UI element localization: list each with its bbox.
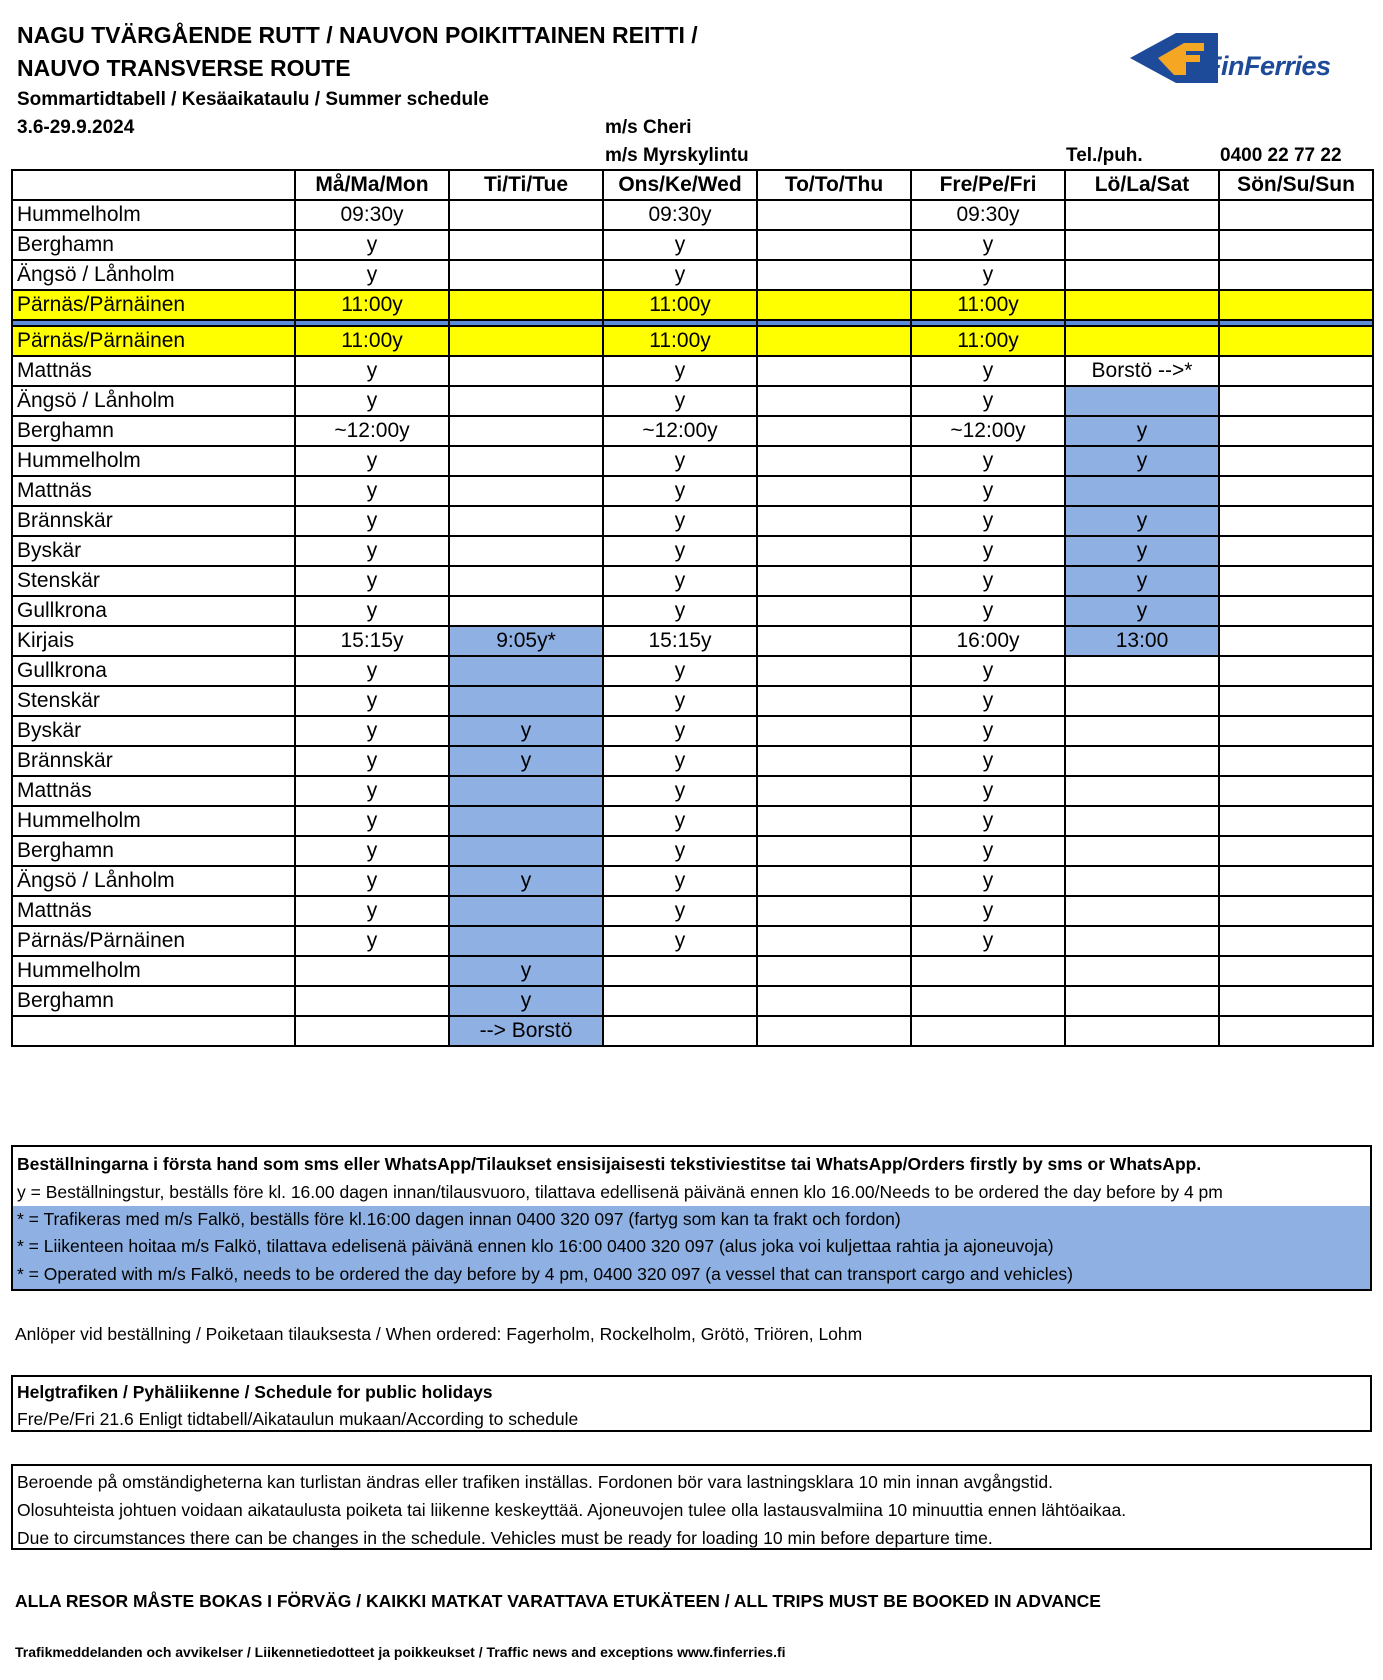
departure-cell — [295, 956, 449, 986]
departure-cell: 09:30y — [603, 200, 757, 230]
schedule-row — [12, 356, 1373, 386]
footer-traffic-news-link[interactable]: Trafikmeddelanden och avvikelser / Liikennetiedotteet ja poikkeukset / Traffic news and exceptions www.finferries.fi — [15, 1644, 786, 1660]
departure-cell — [1219, 986, 1373, 1016]
departure-cell: y — [603, 566, 757, 596]
departure-cell — [603, 986, 757, 1016]
departure-cell: y — [449, 746, 603, 776]
departure-cell: y — [295, 356, 449, 386]
departure-cell — [1065, 866, 1219, 896]
departure-cell: y — [911, 716, 1065, 746]
departure-cell — [449, 536, 603, 566]
schedule-row — [12, 686, 1373, 716]
stop-name: Mattnäs — [12, 356, 295, 386]
departure-cell — [449, 836, 603, 866]
departure-cell — [757, 626, 911, 656]
departure-cell: 16:00y — [911, 626, 1065, 656]
schedule-row — [12, 836, 1373, 866]
departure-cell: y — [1065, 596, 1219, 626]
departure-cell — [757, 896, 911, 926]
departure-cell — [1065, 230, 1219, 260]
departure-cell — [1219, 506, 1373, 536]
departure-cell — [449, 386, 603, 416]
departure-cell: 11:00y — [911, 290, 1065, 320]
departure-cell: y — [449, 956, 603, 986]
departure-cell — [1219, 806, 1373, 836]
departure-cell: y — [911, 230, 1065, 260]
departure-cell — [757, 476, 911, 506]
departure-cell: y — [295, 386, 449, 416]
departure-cell — [449, 476, 603, 506]
schedule-row — [12, 956, 1373, 986]
departure-cell — [757, 806, 911, 836]
departure-cell — [757, 716, 911, 746]
day-header: Sön/Su/Sun — [1219, 170, 1373, 200]
departure-cell — [1065, 926, 1219, 956]
page-title-line2: NAUVO TRANSVERSE ROUTE — [17, 55, 351, 81]
departure-cell — [603, 956, 757, 986]
departure-cell — [1219, 626, 1373, 656]
departure-cell: y — [295, 230, 449, 260]
schedule-row — [12, 446, 1373, 476]
schedule-row — [12, 566, 1373, 596]
departure-cell: y — [911, 836, 1065, 866]
departure-cell — [757, 536, 911, 566]
departure-cell: y — [603, 776, 757, 806]
departure-cell — [757, 260, 911, 290]
departure-cell: y — [603, 806, 757, 836]
departure-cell: y — [1065, 566, 1219, 596]
departure-cell — [1219, 230, 1373, 260]
order-rule-note: y = Beställningstur, beställs före kl. 16.00 dagen innan/tilausvuoro, tilattava edellisenä päivänä ennen klo 16.00/Needs to be ordered the day before by 4 pm — [17, 1182, 1223, 1202]
day-header-row — [12, 170, 1373, 200]
departure-cell: 11:00y — [911, 326, 1065, 356]
stop-name: Mattnäs — [12, 476, 295, 506]
departure-cell — [1065, 656, 1219, 686]
departure-cell — [449, 260, 603, 290]
departure-cell: 15:15y — [603, 626, 757, 656]
schedule-row — [12, 290, 1373, 320]
departure-cell — [449, 356, 603, 386]
schedule-row — [12, 200, 1373, 230]
departure-cell — [1219, 200, 1373, 230]
ship-name-2: m/s Myrskylintu — [605, 145, 749, 166]
departure-cell: y — [911, 746, 1065, 776]
stop-name: Stenskär — [12, 566, 295, 596]
departure-cell — [1065, 716, 1219, 746]
departure-cell — [1065, 326, 1219, 356]
stop-name: Berghamn — [12, 986, 295, 1016]
tel-label: Tel./puh. — [1066, 145, 1143, 166]
departure-cell — [1219, 476, 1373, 506]
departure-cell: y — [295, 746, 449, 776]
departure-cell — [757, 776, 911, 806]
stop-name: Ängsö / Lånholm — [12, 866, 295, 896]
departure-cell: y — [295, 926, 449, 956]
departure-cell — [449, 926, 603, 956]
departure-cell — [1219, 416, 1373, 446]
schedule-row — [12, 896, 1373, 926]
departure-cell — [1065, 896, 1219, 926]
departure-cell — [1065, 1016, 1219, 1046]
stop-name: Berghamn — [12, 416, 295, 446]
schedule-subtitle: Sommartidtabell / Kesäaikataulu / Summer schedule — [17, 89, 489, 110]
departure-cell — [1065, 476, 1219, 506]
departure-cell: y — [295, 896, 449, 926]
departure-cell: y — [295, 566, 449, 596]
departure-cell — [757, 200, 911, 230]
schedule-row — [12, 1016, 1373, 1046]
departure-cell — [757, 746, 911, 776]
stop-name: Pärnäs/Pärnäinen — [12, 926, 295, 956]
departure-cell — [1065, 386, 1219, 416]
departure-cell — [1065, 776, 1219, 806]
departure-cell — [757, 926, 911, 956]
disclaimer-en: Due to circumstances there can be changes in the schedule. Vehicles must be ready for loading 10 min before departure time. — [17, 1528, 993, 1548]
disclaimer-sv: Beroende på omständigheterna kan turlistan ändras eller trafiken inställas. Fordonen bör vara lastningsklara 10 min innan avgångstid. — [17, 1472, 1054, 1492]
departure-cell — [449, 566, 603, 596]
stop-header — [12, 170, 295, 200]
departure-cell — [1065, 260, 1219, 290]
departure-cell — [1219, 956, 1373, 986]
stop-name — [12, 1016, 295, 1046]
departure-cell — [1219, 896, 1373, 926]
departure-cell — [757, 866, 911, 896]
departure-cell — [1065, 290, 1219, 320]
stop-name: Brännskär — [12, 746, 295, 776]
departure-cell: ~12:00y — [603, 416, 757, 446]
falko-note-sv: * = Trafikeras med m/s Falkö, beställs före kl.16:00 dagen innan 0400 320 097 (fartyg som kan ta frakt och fordon) — [17, 1209, 901, 1229]
schedule-row — [12, 416, 1373, 446]
departure-cell — [911, 956, 1065, 986]
schedule-row — [12, 776, 1373, 806]
departure-cell: y — [295, 476, 449, 506]
schedule-row — [12, 806, 1373, 836]
departure-cell: y — [911, 926, 1065, 956]
departure-cell: y — [911, 476, 1065, 506]
departure-cell: 11:00y — [295, 326, 449, 356]
departure-cell: y — [911, 776, 1065, 806]
departure-cell: y — [911, 896, 1065, 926]
departure-cell: 15:15y — [295, 626, 449, 656]
departure-cell — [1065, 746, 1219, 776]
departure-cell: y — [603, 716, 757, 746]
departure-cell — [1065, 836, 1219, 866]
departure-cell — [449, 596, 603, 626]
departure-cell — [1219, 656, 1373, 686]
falko-note-fi: * = Liikenteen hoitaa m/s Falkö, tilattava edelisenä päivänä ennen klo 16:00 0400 320 097 (alus joka voi kuljettaa rahtia ja ajoneuvoja) — [17, 1236, 1054, 1256]
departure-cell — [1219, 596, 1373, 626]
departure-cell: y — [603, 230, 757, 260]
departure-cell — [911, 1016, 1065, 1046]
departure-cell: 11:00y — [603, 290, 757, 320]
departure-cell — [1219, 260, 1373, 290]
stop-name: Gullkrona — [12, 656, 295, 686]
departure-cell: y — [295, 686, 449, 716]
departure-cell: y — [1065, 446, 1219, 476]
departure-cell — [757, 230, 911, 260]
departure-cell — [757, 290, 911, 320]
departure-cell: y — [295, 656, 449, 686]
departure-cell — [757, 956, 911, 986]
stop-name: Mattnäs — [12, 896, 295, 926]
schedule-row — [12, 230, 1373, 260]
orders-heading: Beställningarna i första hand som sms eller WhatsApp/Tilaukset ensisijaisesti tekstiviestitse tai WhatsApp/Orders firstly by sms or WhatsApp. — [17, 1154, 1202, 1174]
departure-cell: --> Borstö — [449, 1016, 603, 1046]
falko-note-en: * = Operated with m/s Falkö, needs to be ordered the day before by 4 pm, 0400 320 097 (a vessel that can transport cargo and vehicles) — [17, 1264, 1073, 1284]
departure-cell — [449, 896, 603, 926]
departure-cell: y — [603, 896, 757, 926]
departure-cell: y — [295, 506, 449, 536]
departure-cell: y — [603, 836, 757, 866]
departure-cell — [757, 506, 911, 536]
departure-cell — [449, 446, 603, 476]
schedule-row — [12, 926, 1373, 956]
day-header: Lö/La/Sat — [1065, 170, 1219, 200]
departure-cell: 09:30y — [911, 200, 1065, 230]
departure-cell — [911, 986, 1065, 1016]
schedule-table — [11, 169, 1374, 1047]
departure-cell: y — [911, 566, 1065, 596]
departure-cell: 09:30y — [295, 200, 449, 230]
schedule-row — [12, 476, 1373, 506]
schedule-row — [12, 596, 1373, 626]
departure-cell — [757, 596, 911, 626]
departure-cell — [757, 986, 911, 1016]
schedule-row — [12, 536, 1373, 566]
departure-cell: y — [295, 596, 449, 626]
departure-cell — [449, 290, 603, 320]
departure-cell: y — [603, 386, 757, 416]
departure-cell: y — [603, 656, 757, 686]
departure-cell: y — [603, 476, 757, 506]
stop-name: Ängsö / Lånholm — [12, 386, 295, 416]
departure-cell — [1219, 776, 1373, 806]
day-header: Må/Ma/Mon — [295, 170, 449, 200]
stop-name: Berghamn — [12, 836, 295, 866]
day-header: Fre/Pe/Fri — [911, 170, 1065, 200]
departure-cell: y — [911, 536, 1065, 566]
departure-cell: y — [911, 356, 1065, 386]
departure-cell — [295, 1016, 449, 1046]
departure-cell: y — [603, 596, 757, 626]
departure-cell — [1065, 806, 1219, 836]
departure-cell — [449, 230, 603, 260]
day-header: Ons/Ke/Wed — [603, 170, 757, 200]
departure-cell — [757, 566, 911, 596]
schedule-row — [12, 716, 1373, 746]
schedule-row — [12, 506, 1373, 536]
on-request-stops: Anlöper vid beställning / Poiketaan tilauksesta / When ordered: Fagerholm, Rockelholm, Grötö, Triören, Lohm — [15, 1324, 863, 1344]
departure-cell — [1219, 746, 1373, 776]
departure-cell: y — [603, 356, 757, 386]
schedule-row — [12, 260, 1373, 290]
departure-cell — [1219, 866, 1373, 896]
departure-cell: y — [1065, 506, 1219, 536]
disclaimer-box — [11, 1464, 1372, 1550]
schedule-row — [12, 986, 1373, 1016]
departure-cell — [449, 416, 603, 446]
stop-name: Hummelholm — [12, 200, 295, 230]
departure-cell: y — [911, 656, 1065, 686]
departure-cell: y — [911, 506, 1065, 536]
departure-cell: y — [911, 686, 1065, 716]
departure-cell — [449, 776, 603, 806]
departure-cell: 11:00y — [603, 326, 757, 356]
departure-cell: y — [603, 866, 757, 896]
stop-name: Pärnäs/Pärnäinen — [12, 290, 295, 320]
departure-cell — [1219, 356, 1373, 386]
departure-cell: y — [295, 716, 449, 746]
tel-number: 0400 22 77 22 — [1220, 145, 1342, 166]
departure-cell — [449, 806, 603, 836]
departure-cell: y — [603, 446, 757, 476]
departure-cell — [1065, 956, 1219, 986]
stop-name: Berghamn — [12, 230, 295, 260]
ship-name-1: m/s Cheri — [605, 117, 692, 138]
departure-cell — [449, 656, 603, 686]
departure-cell — [757, 446, 911, 476]
departure-cell: Borstö -->* — [1065, 356, 1219, 386]
departure-cell: y — [603, 926, 757, 956]
departure-cell: y — [449, 866, 603, 896]
schedule-row — [12, 326, 1373, 356]
stop-name: Hummelholm — [12, 956, 295, 986]
stop-name: Mattnäs — [12, 776, 295, 806]
stop-name: Kirjais — [12, 626, 295, 656]
departure-cell: y — [911, 866, 1065, 896]
departure-cell — [1219, 836, 1373, 866]
departure-cell: y — [295, 260, 449, 290]
logo-text: FinFerries — [1205, 51, 1331, 81]
departure-cell — [757, 1016, 911, 1046]
holiday-schedule-box — [11, 1375, 1372, 1432]
departure-cell: y — [1065, 536, 1219, 566]
stop-name: Stenskär — [12, 686, 295, 716]
stop-name: Brännskär — [12, 506, 295, 536]
departure-cell — [1219, 326, 1373, 356]
departure-cell — [757, 416, 911, 446]
departure-cell: y — [603, 260, 757, 290]
departure-cell: y — [449, 986, 603, 1016]
departure-cell — [449, 200, 603, 230]
departure-cell — [449, 506, 603, 536]
departure-cell — [449, 686, 603, 716]
departure-cell: y — [449, 716, 603, 746]
stop-name: Byskär — [12, 716, 295, 746]
stop-name: Hummelholm — [12, 446, 295, 476]
stop-name: Pärnäs/Pärnäinen — [12, 326, 295, 356]
departure-cell — [1219, 926, 1373, 956]
departure-cell — [757, 326, 911, 356]
day-header: To/To/Thu — [757, 170, 911, 200]
stop-name: Ängsö / Lånholm — [12, 260, 295, 290]
departure-cell — [1219, 716, 1373, 746]
departure-cell: y — [295, 536, 449, 566]
holiday-heading: Helgtrafiken / Pyhäliikenne / Schedule for public holidays — [17, 1382, 493, 1402]
schedule-row — [12, 866, 1373, 896]
departure-cell — [757, 656, 911, 686]
schedule-row — [12, 746, 1373, 776]
departure-cell — [603, 1016, 757, 1046]
departure-cell: y — [603, 686, 757, 716]
departure-cell: y — [911, 596, 1065, 626]
page-title-line1: NAGU TVÄRGÅENDE RUTT / NAUVON POIKITTAINEN REITTI / — [17, 22, 698, 48]
departure-cell — [1219, 566, 1373, 596]
stop-name: Byskär — [12, 536, 295, 566]
departure-cell: 13:00 — [1065, 626, 1219, 656]
departure-cell: y — [911, 260, 1065, 290]
departure-cell — [295, 986, 449, 1016]
disclaimer-fi: Olosuhteista johtuen voidaan aikataulusta poiketa tai liikenne keskeyttää. Ajoneuvojen tulee olla lastausvalmiina 10 minuuttia ennen lähtöaikaa. — [17, 1500, 1127, 1520]
departure-cell: 11:00y — [295, 290, 449, 320]
orders-info-box — [11, 1145, 1372, 1291]
departure-cell — [1219, 1016, 1373, 1046]
schedule-row — [12, 386, 1373, 416]
departure-cell: y — [911, 446, 1065, 476]
departure-cell: y — [1065, 416, 1219, 446]
departure-cell — [757, 836, 911, 866]
departure-cell: y — [603, 746, 757, 776]
departure-cell: y — [295, 806, 449, 836]
departure-cell — [1219, 536, 1373, 566]
departure-cell — [1219, 386, 1373, 416]
departure-cell: ~12:00y — [911, 416, 1065, 446]
departure-cell: y — [295, 776, 449, 806]
departure-cell: ~12:00y — [295, 416, 449, 446]
departure-cell: y — [295, 836, 449, 866]
departure-cell: y — [603, 506, 757, 536]
stop-name: Gullkrona — [12, 596, 295, 626]
departure-cell — [757, 386, 911, 416]
day-header: Ti/Ti/Tue — [449, 170, 603, 200]
departure-cell — [1219, 290, 1373, 320]
departure-cell — [449, 326, 603, 356]
departure-cell: y — [911, 806, 1065, 836]
schedule-row — [12, 656, 1373, 686]
departure-cell — [757, 356, 911, 386]
departure-cell — [1065, 986, 1219, 1016]
departure-cell — [757, 686, 911, 716]
stop-name: Hummelholm — [12, 806, 295, 836]
departure-cell — [1065, 200, 1219, 230]
schedule-period: 3.6-29.9.2024 — [17, 117, 135, 138]
schedule-row — [12, 626, 1373, 656]
departure-cell: y — [295, 866, 449, 896]
holiday-line: Fre/Pe/Fri 21.6 Enligt tidtabell/Aikataulun mukaan/According to schedule — [17, 1409, 579, 1429]
departure-cell — [1219, 686, 1373, 716]
departure-cell: y — [603, 536, 757, 566]
departure-cell: y — [911, 386, 1065, 416]
booking-notice: ALLA RESOR MÅSTE BOKAS I FÖRVÄG / KAIKKI MATKAT VARATTAVA ETUKÄTEEN / ALL TRIPS MUST BE BOOKED IN ADVANCE — [15, 1591, 1101, 1611]
departure-cell: y — [295, 446, 449, 476]
departure-cell: 9:05y* — [449, 626, 603, 656]
departure-cell — [1065, 686, 1219, 716]
departure-cell — [1219, 446, 1373, 476]
